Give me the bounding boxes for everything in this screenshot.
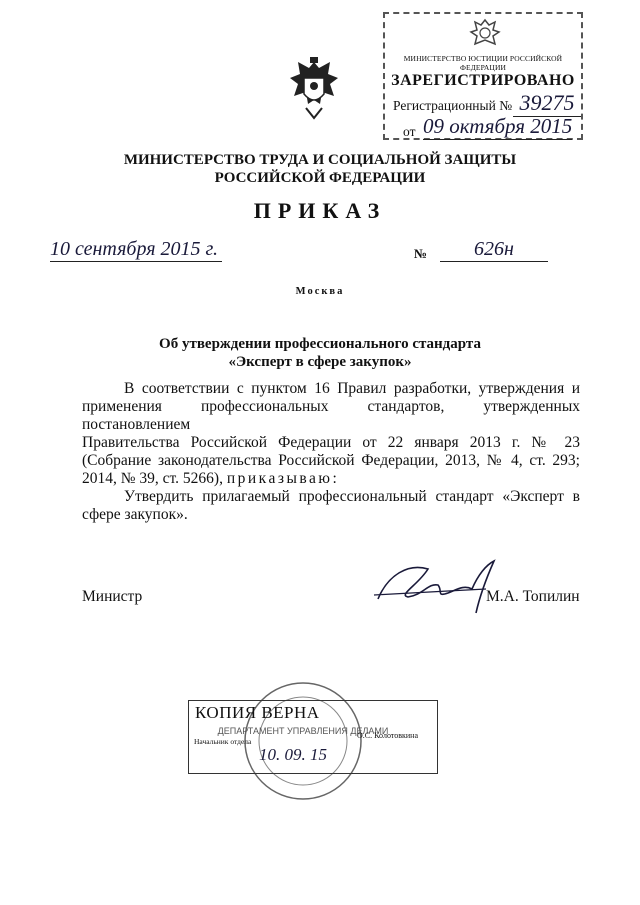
subject-line1: Об утверждении профессионального стандарта (159, 336, 481, 352)
order-number: 626н (440, 238, 548, 262)
para2-line1: Утвердить прилагаемый профессиональный стандарт «Эксперт в (124, 488, 580, 505)
order-number-sign: № (414, 246, 428, 261)
copy-stamp-position: Начальник отдела (194, 737, 252, 746)
ministry-name-line2: РОССИЙСКОЙ ФЕДЕРАЦИИ (214, 170, 426, 186)
city: Москва (295, 286, 345, 297)
stamp-ministry-text: МИНИСТЕРСТВО ЮСТИЦИИ РОССИЙСКОЙ ФЕДЕРАЦИИ (403, 54, 563, 72)
stamp-date-value: 09 октября 2015 (423, 114, 573, 138)
para1-line4: (Собрание законодательства Российской Федерации, 2013, № 4, ст. 293; (82, 452, 580, 469)
subject-line2: «Эксперт в сфере закупок» (228, 354, 412, 370)
stamp-registered-title: ЗАРЕГИСТРИРОВАНО (391, 72, 575, 89)
ministry-name-line1: МИНИСТЕРСТВО ТРУДА И СОЦИАЛЬНОЙ ЗАЩИТЫ (123, 152, 517, 168)
para1-line2: применения профессиональных стандартов, утвержденных постановлением (82, 398, 580, 433)
minister-name: М.А. Топилин (486, 588, 580, 605)
handwritten-signature-icon (368, 555, 508, 619)
body-paragraph-1 (82, 380, 580, 488)
stamp-date-label: от (403, 124, 416, 139)
emblem-small-icon (467, 16, 503, 52)
para2-line2: сфере закупок». (82, 506, 188, 523)
para1-line5-text: 2014, № 39, ст. 5266), (82, 470, 223, 487)
copy-stamp-name: О.С. Колотовкина (357, 731, 418, 740)
coat-of-arms-icon (286, 56, 342, 122)
para1-line3: Правительства Российской Федерации от 22 января 2013 г. № 23 (82, 434, 580, 451)
stamp-number-value: 39275 (513, 90, 581, 117)
seal-text: ДЕПАРТАМЕНТ УПРАВЛЕНИЯ ДЕЛАМИ (217, 726, 389, 736)
order-verb: приказываю: (226, 470, 340, 487)
copy-stamp-title: КОПИЯ ВЕРНА (195, 703, 320, 722)
order-date: 10 сентября 2015 г. (50, 238, 222, 262)
stamp-number-label: Регистрационный № (393, 98, 513, 113)
para1-line1: В соответствии с пунктом 16 Правил разработки, утверждения и (124, 380, 580, 397)
body-paragraph-2 (82, 488, 580, 524)
registration-stamp (383, 12, 583, 140)
para1-line5 (82, 470, 580, 488)
minister-position: Министр (82, 588, 143, 605)
copy-stamp-date: 10. 09. 15 (259, 745, 327, 764)
document-type-title: ПРИКАЗ (253, 198, 387, 223)
copy-certified-stamp (188, 700, 438, 774)
